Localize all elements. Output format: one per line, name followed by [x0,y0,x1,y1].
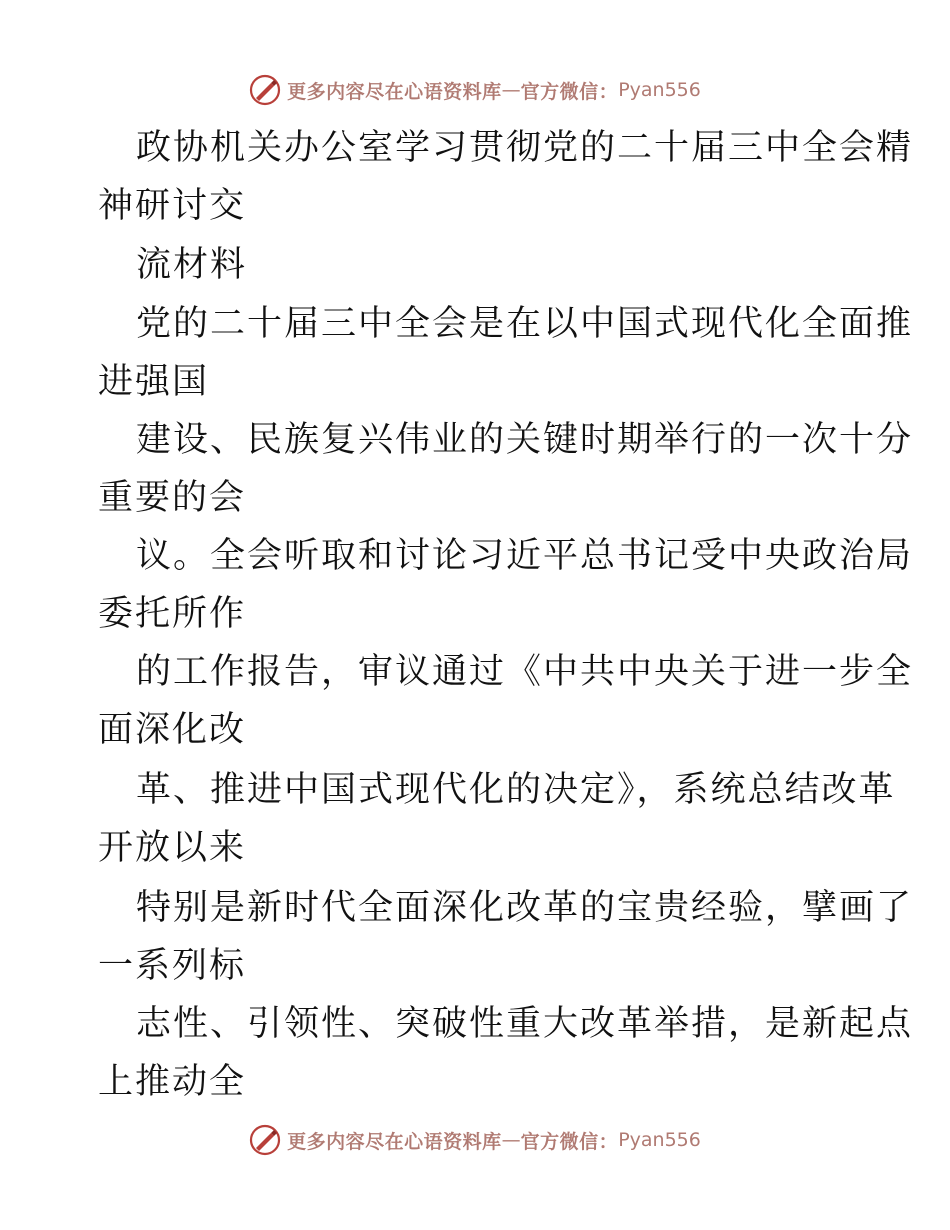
watermark-wechat-id: Pyan556 [618,79,701,101]
body-line: 志性、引领性、突破性重大改革举措，是新起点 [136,1004,914,1044]
watermark-wechat-id: Pyan556 [618,1129,701,1151]
body-line: 特别是新时代全面深化改革的宝贵经验，擘画了 [136,888,914,928]
body-line: 革、推进中国式现代化的决定》，系统总结改革 [136,770,896,810]
watermark-wechat-label: 官方微信： [520,80,619,103]
body-line: 进强国 [98,362,210,402]
body-line: 神研讨交 [98,186,247,226]
body-line: 上推动全 [98,1062,247,1102]
watermark-text: 更多内容尽在心语资料库 [287,80,502,103]
watermark-dash: — [501,79,521,101]
body-line: 委托所作 [98,594,247,634]
pen-logo-icon [249,1124,281,1156]
watermark-wechat-label: 官方微信： [520,1130,619,1153]
body-line: 党的二十届三中全会是在以中国式现代化全面推 [136,304,914,344]
watermark-text: 更多内容尽在心语资料库 [287,1130,502,1153]
body-line: 的工作报告，审议通过《中共中央关于进一步全 [136,652,914,692]
body-line: 一系列标 [98,946,247,986]
pen-logo-icon [249,74,281,106]
body-line: 重要的会 [98,478,247,518]
body-line: 议。全会听取和讨论习近平总书记受中央政治局 [136,536,914,576]
footer-watermark [0,1120,950,1160]
body-line: 建设、民族复兴伟业的关键时期举行的一次十分 [136,420,914,460]
body-line: 政协机关办公室学习贯彻党的二十届三中全会精 [136,128,914,168]
header-watermark [0,70,950,110]
watermark-dash: — [501,1129,521,1151]
body-line: 流材料 [136,245,248,285]
body-line: 面深化改 [98,710,247,750]
body-line: 开放以来 [98,828,247,868]
